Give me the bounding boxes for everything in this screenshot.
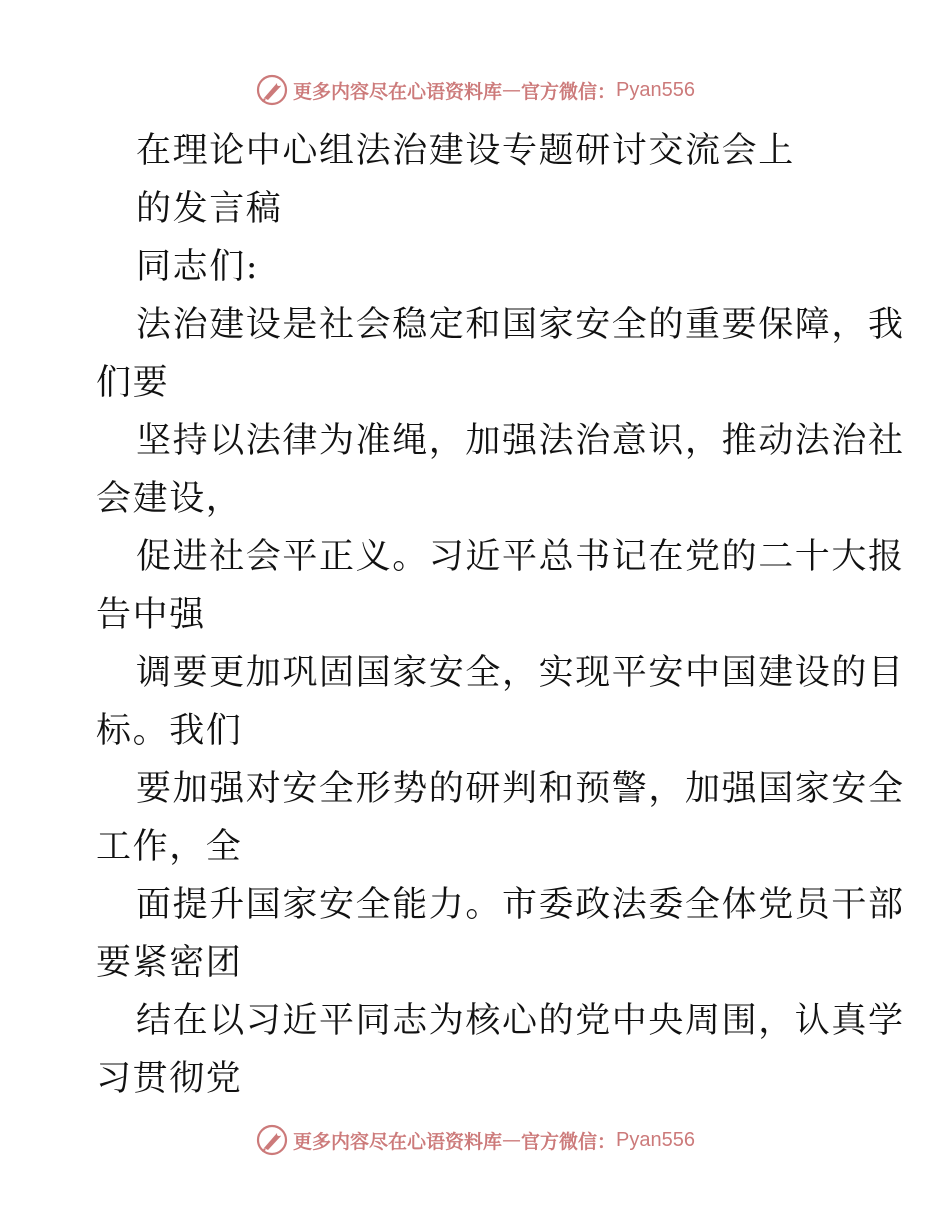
pen-logo-icon	[255, 73, 289, 107]
paragraph-line: 习贯彻党	[96, 1059, 243, 1099]
paragraph-line: 结在以习近平同志为核心的党中央周围，认真学	[136, 1001, 905, 1041]
title-line-1: 在理论中心组法治建设专题研讨交流会上	[136, 131, 795, 171]
header-wechat-id: Pyan556	[616, 78, 695, 101]
title-line-2: 的发言稿	[136, 189, 283, 229]
document-body	[96, 122, 905, 1108]
paragraph-line: 工作，全	[96, 827, 243, 867]
paragraph-line: 标。我们	[96, 711, 243, 751]
footer-wechat-label: 官方微信：	[521, 1130, 617, 1153]
paragraph-line: 要紧密团	[96, 943, 243, 983]
header-banner	[0, 70, 950, 110]
footer-banner	[0, 1120, 950, 1160]
paragraph-line: 促进社会平正义。习近平总书记在党的二十大报	[136, 537, 905, 577]
paragraph-line: 面提升国家安全能力。市委政法委全体党员干部	[136, 885, 905, 925]
paragraph-line: 会建设，	[96, 479, 243, 519]
header-wechat-label: 官方微信：	[521, 80, 617, 103]
paragraph-line: 要加强对安全形势的研判和预警，加强国家安全	[136, 769, 905, 809]
pen-logo-icon	[255, 1123, 289, 1157]
paragraph-line: 法治建设是社会稳定和国家安全的重要保障，我	[136, 305, 905, 345]
header-banner-dash: —	[502, 79, 522, 101]
header-banner-text: 更多内容尽在心语资料库	[293, 80, 503, 103]
salutation: 同志们:	[136, 247, 260, 287]
footer-banner-text: 更多内容尽在心语资料库	[293, 1130, 503, 1153]
paragraph-line: 坚持以法律为准绳，加强法治意识，推动法治社	[136, 421, 905, 461]
paragraph-line: 告中强	[96, 595, 206, 635]
paragraph-line: 调要更加巩固国家安全，实现平安中国建设的目	[136, 653, 905, 693]
paragraph-line: 们要	[96, 363, 170, 403]
footer-banner-dash: —	[502, 1129, 522, 1151]
footer-wechat-id: Pyan556	[616, 1128, 695, 1151]
